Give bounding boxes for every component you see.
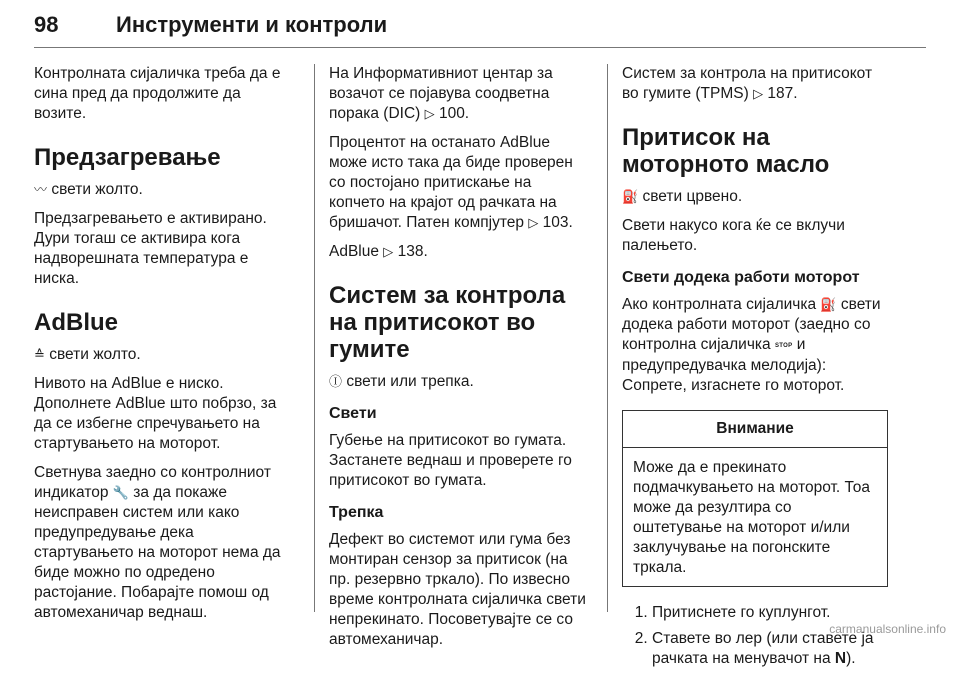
wrench-icon: 🔧 [112,485,129,500]
warning-body: Може да е прекинато подмачкувањето на моторот. Тоа може да резултира со оштетување на моторот и/или заклучување на погонските тркала. [633,459,871,576]
lights-desc: Губење на притисокот во гумата. Застанете веднаш и проверете го притисокот во гумата. [329,432,572,489]
ref-arrow-icon: ▷ [424,106,435,121]
warning-box [622,410,888,587]
watermark: carmanualsonline.info [829,622,946,636]
header-divider [34,47,926,48]
intro-paragraph: Контролната сијаличка треба да е сина пред да продолжите да возите. [34,65,281,122]
heading-flashes: Трепка [329,504,384,521]
steps-list [622,603,888,669]
running-desc: Ако контролната сијаличка ⛽ свети додека работи моторот (заедно со контролна сијаличка STOP и предупредувачка мелодија): Сопрете, изгаснете го моторот. [622,296,881,394]
tpms-icon: Ⓘ [329,374,343,389]
column-3 [622,64,888,675]
heading-oil-pressure: Притисок на моторното масло [622,124,830,178]
oil-desc: Свети накусо кога ќе се вклучи палењето. [622,217,845,254]
list-item: 2. Ставете во лер (или ставете ја рачката на менувачот на N). [652,629,888,669]
preheat-status: 〰 свети жолто. [34,181,143,198]
stop-icon: STOP [774,343,793,349]
heading-adblue: AdBlue [34,309,118,336]
column-1 [34,64,296,632]
ref-arrow-icon: ▷ [753,86,764,101]
tpms-status: Ⓘ свети или трепка. [329,373,474,390]
oil-can-icon: ⛽ [622,189,639,204]
ref-arrow-icon: ▷ [383,244,394,259]
chapter-title: Инструменти и контроли [116,12,388,37]
adblue-desc: Нивото на AdBlue е ниско. Дополнете AdBlue што побрзо, за да се избегне спречувањето на стартувањето на моторот. [34,375,277,452]
oil-status: ⛽ свети црвено. [622,188,743,205]
preheat-desc: Предзагревањето е активирано. Дури тогаш се активира кога надворешната температура е ниска. [34,210,267,287]
tpms-ref-paragraph: Систем за контрола на притисокот во гумите (TPMS) ▷ 187. [622,65,873,102]
heading-lights: Свети [329,405,377,422]
adblue-flash-desc: Светнува заедно со контролниот индикатор 🔧 за да покаже неисправен систем или како предупредување дека стартувањето на моторот нема да биде можно по одредено растојание. Побарајте помош од автомеханичар веднаш. [34,464,281,621]
adblue-icon: ≙ [34,347,45,362]
flashes-desc: Дефект во системот или гума без монтиран сензор за притисок (на пр. резервно тркало). По извесно време контролната сијаличка свети непрекинато. Посоветувајте се со автомеханичар. [329,531,586,648]
column-2 [329,64,591,659]
adblue-status: ≙ свети жолто. [34,346,141,363]
oil-can-icon: ⛽ [820,297,837,312]
column-divider-2 [607,64,608,612]
list-item: 1. Притиснете го куплунгот. [652,603,888,623]
heading-preheat: Предзагревање [34,144,221,171]
page-number: 98 [34,12,59,37]
glow-plug-icon: 〰 [34,182,48,197]
heading-engine-running: Свети додека работи моторот [622,269,860,286]
ref-arrow-icon: ▷ [528,215,539,230]
remaining-paragraph: Процентот на останато AdBlue може исто така да биде проверен со постојано притискање на копчето на крајот од рачката на бришачот. Патен компјутер ▷ 103. [329,134,573,231]
column-divider-1 [314,64,315,612]
dic-paragraph: На Информативниот центар за возачот се појавува соодветна порака (DIC) ▷ 100. [329,65,553,122]
adblue-ref-paragraph: AdBlue ▷ 138. [329,243,428,260]
page-header [34,12,926,48]
heading-tpms: Систем за контрола на притисокот во гумите [329,282,566,363]
warning-title: Внимание [623,411,887,448]
